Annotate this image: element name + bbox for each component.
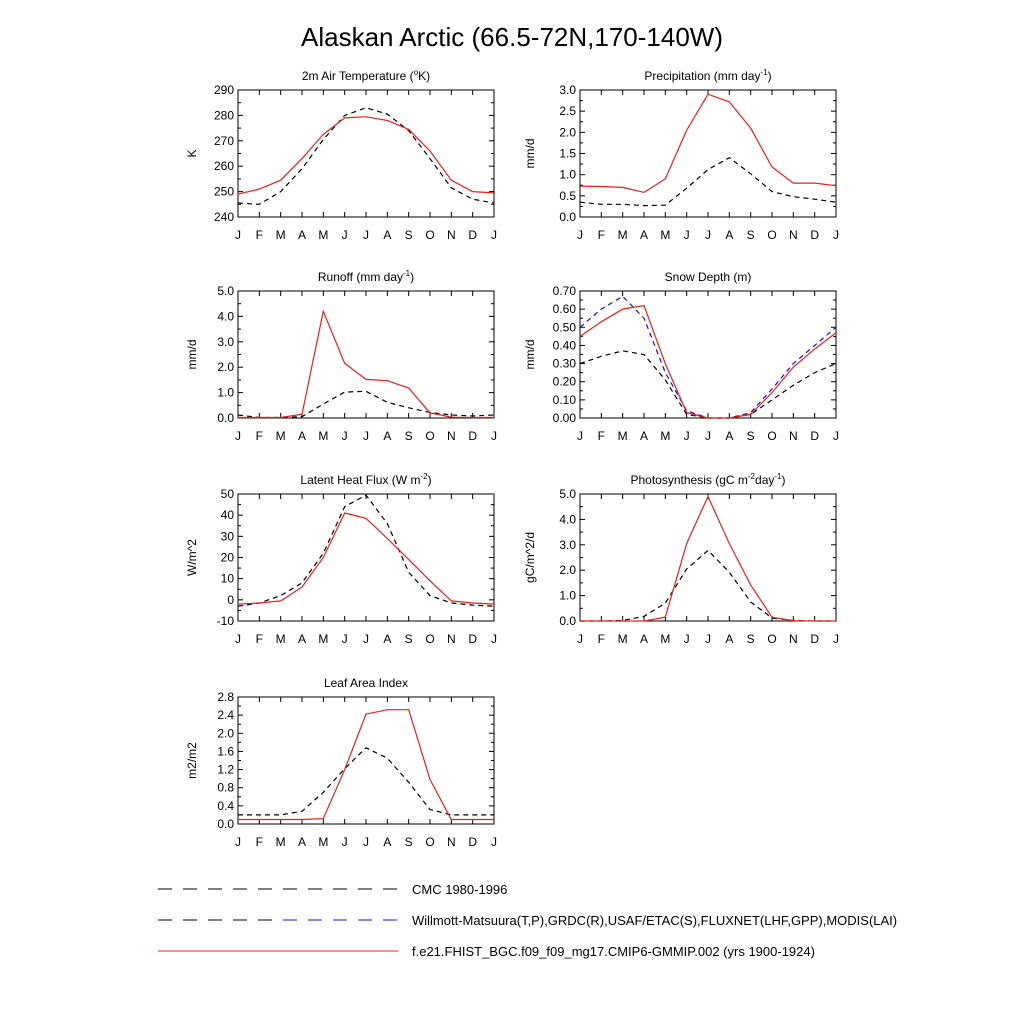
xtick-label: J <box>341 632 348 646</box>
ytick-label: 0.30 <box>552 356 576 371</box>
xtick-label: S <box>404 228 413 242</box>
xtick-label: J <box>363 632 369 646</box>
panel-7 <box>185 676 497 849</box>
xtick-label: M <box>617 429 628 443</box>
legend-entry <box>158 913 897 928</box>
ytick-label: 0.50 <box>552 320 576 335</box>
legend-label: CMC 1980-1996 <box>412 882 508 897</box>
ytick-label: 0.70 <box>552 284 576 298</box>
series-line-obs_primary <box>238 748 494 815</box>
ytick-label: 1.0 <box>559 167 576 182</box>
xtick-label: J <box>491 632 497 646</box>
ytick-label: 3.0 <box>559 537 576 552</box>
xtick-label: A <box>383 228 392 242</box>
xtick-label: D <box>810 228 820 242</box>
xtick-label: D <box>468 228 478 242</box>
ytick-label: 0.0 <box>217 411 234 425</box>
xtick-label: J <box>491 835 497 849</box>
xtick-label: S <box>746 429 755 443</box>
ytick-label: 2.0 <box>559 125 576 140</box>
xtick-label: J <box>705 228 711 242</box>
panel-4 <box>523 270 839 443</box>
ytick-label: 0.0 <box>559 210 576 224</box>
xtick-label: O <box>425 429 435 443</box>
panel-title: Leaf Area Index <box>323 676 409 690</box>
xtick-label: M <box>318 228 329 242</box>
ytick-label: 20 <box>220 550 234 565</box>
legend-label: Willmott-Matsuura(T,P),GRDC(R),USAF/ETAC(S),FLUXNET(LHF,GPP),MODIS(LAI) <box>412 913 898 928</box>
y-axis-label: mm/d <box>523 138 537 169</box>
xtick-label: D <box>468 835 478 849</box>
xtick-label: N <box>446 835 456 849</box>
xtick-label: A <box>639 429 649 443</box>
xtick-label: J <box>235 429 241 443</box>
xtick-label: M <box>617 228 628 242</box>
plot-frame <box>238 494 494 621</box>
xtick-label: M <box>660 632 671 646</box>
xtick-label: J <box>577 632 583 646</box>
series-line-model <box>238 513 494 604</box>
panel-title: 2m Air Temperature ($^o$K) <box>301 68 431 83</box>
panel-title: Runoff (mm day$^{-1}$) <box>317 269 415 284</box>
legend <box>158 882 897 959</box>
ytick-label: 0.5 <box>559 188 576 203</box>
xtick-label: F <box>597 632 606 646</box>
xtick-label: J <box>705 429 711 443</box>
ytick-label: -10 <box>216 614 234 628</box>
xtick-label: J <box>363 429 369 443</box>
xtick-label: J <box>683 632 690 646</box>
panel-5 <box>185 472 497 646</box>
xtick-label: J <box>363 835 369 849</box>
ytick-label: 280 <box>213 108 234 123</box>
xtick-label: J <box>683 228 690 242</box>
xtick-label: A <box>297 228 307 242</box>
xtick-label: A <box>639 228 649 242</box>
ytick-label: 10 <box>220 571 234 586</box>
series-line-model <box>580 94 836 192</box>
plot-frame <box>238 697 494 824</box>
series-line-model <box>580 306 836 419</box>
ytick-label: 0.4 <box>217 798 234 813</box>
xtick-label: S <box>404 429 413 443</box>
y-axis-label: mm/d <box>523 339 537 370</box>
panel-title: Latent Heat Flux (W $m^{-2}$) <box>300 472 432 487</box>
ytick-label: 0.10 <box>552 392 576 407</box>
ytick-label: 0.8 <box>217 780 234 795</box>
xtick-label: N <box>446 429 456 443</box>
panels <box>185 68 839 849</box>
y-axis-label: W/m^2 <box>185 539 199 576</box>
ytick-label: 4.0 <box>217 309 234 324</box>
xtick-label: J <box>577 228 583 242</box>
xtick-label: J <box>341 429 348 443</box>
ytick-label: 0 <box>227 592 234 607</box>
ytick-label: 1.6 <box>217 744 234 759</box>
xtick-label: J <box>833 632 839 646</box>
panel-2 <box>523 68 839 242</box>
panel-title: Precipitation (mm day$^{-1}$) <box>644 68 772 83</box>
xtick-label: M <box>275 835 286 849</box>
xtick-label: F <box>255 835 264 849</box>
ytick-label: 1.0 <box>559 588 576 603</box>
panel-3 <box>185 269 497 443</box>
ytick-label: 0.60 <box>552 302 576 317</box>
xtick-label: S <box>404 632 413 646</box>
ytick-label: 260 <box>213 159 234 174</box>
legend-label: f.e21.FHIST_BGC.f09_f09_mg17.CMIP6-GMMIP.002 (yrs 1900-1924) <box>412 944 815 959</box>
xtick-label: A <box>383 429 392 443</box>
ytick-label: 1.5 <box>559 146 576 161</box>
ytick-label: 270 <box>213 133 234 148</box>
xtick-label: J <box>833 228 839 242</box>
xtick-label: O <box>767 429 777 443</box>
series-line-obs_primary <box>580 351 836 418</box>
panel-title: Snow Depth (m) <box>664 270 752 284</box>
series-line-obs_primary <box>580 158 836 206</box>
xtick-label: O <box>425 228 435 242</box>
xtick-label: N <box>788 632 798 646</box>
xtick-label: O <box>767 632 777 646</box>
ytick-label: 2.5 <box>559 104 576 119</box>
xtick-label: O <box>425 632 435 646</box>
xtick-label: S <box>746 632 755 646</box>
xtick-label: A <box>639 632 649 646</box>
xtick-label: O <box>425 835 435 849</box>
ytick-label: 2.0 <box>217 726 234 741</box>
ytick-label: 0.0 <box>217 817 234 831</box>
plot-frame <box>580 291 836 418</box>
xtick-label: J <box>705 632 711 646</box>
xtick-label: N <box>446 632 456 646</box>
xtick-label: M <box>275 228 286 242</box>
ytick-label: 5.0 <box>559 487 576 501</box>
xtick-label: J <box>577 429 583 443</box>
ytick-label: 250 <box>213 184 234 199</box>
y-axis-label: gC/m^2/d <box>523 532 537 583</box>
xtick-label: M <box>318 835 329 849</box>
ytick-label: 0.0 <box>559 614 576 628</box>
series-line-obs_primary <box>238 108 494 205</box>
plot-frame <box>238 291 494 418</box>
ytick-label: 1.2 <box>217 762 234 777</box>
series-line-obs_secondary <box>580 296 836 418</box>
ytick-label: 40 <box>220 508 234 523</box>
legend-entry <box>158 882 507 897</box>
xtick-label: J <box>341 835 348 849</box>
ytick-label: 0.00 <box>552 411 576 425</box>
xtick-label: A <box>725 429 734 443</box>
xtick-label: J <box>235 228 241 242</box>
xtick-label: J <box>833 429 839 443</box>
xtick-label: M <box>617 632 628 646</box>
plot-frame <box>580 494 836 621</box>
ytick-label: 290 <box>213 83 234 97</box>
xtick-label: J <box>491 228 497 242</box>
xtick-label: D <box>810 632 820 646</box>
xtick-label: J <box>235 835 241 849</box>
xtick-label: F <box>255 632 264 646</box>
ytick-label: 0.20 <box>552 374 576 389</box>
xtick-label: J <box>491 429 497 443</box>
ytick-label: 50 <box>220 487 234 501</box>
xtick-label: M <box>318 632 329 646</box>
xtick-label: M <box>275 632 286 646</box>
xtick-label: A <box>297 429 307 443</box>
ytick-label: 3.0 <box>559 83 576 97</box>
xtick-label: M <box>275 429 286 443</box>
xtick-label: S <box>746 228 755 242</box>
panel-title: Photosynthesis (gC $m^{-2}day^{-1}$) <box>630 472 786 487</box>
xtick-label: N <box>788 429 798 443</box>
plot-frame <box>580 90 836 217</box>
ytick-label: 1.0 <box>217 385 234 400</box>
figure-title: Alaskan Arctic (66.5-72N,170-140W) <box>301 22 723 52</box>
xtick-label: J <box>363 228 369 242</box>
ytick-label: 0.40 <box>552 338 576 353</box>
y-axis-label: m2/m2 <box>185 742 199 779</box>
xtick-label: O <box>767 228 777 242</box>
xtick-label: N <box>788 228 798 242</box>
xtick-label: A <box>297 632 307 646</box>
series-line-model <box>238 311 494 417</box>
legend-entry <box>158 944 815 959</box>
series-line-model <box>238 710 494 820</box>
ytick-label: 2.0 <box>559 563 576 578</box>
xtick-label: A <box>383 835 392 849</box>
xtick-label: S <box>404 835 413 849</box>
series-line-obs_primary <box>580 550 836 621</box>
xtick-label: N <box>446 228 456 242</box>
panel-1 <box>185 68 497 242</box>
ytick-label: 3.0 <box>217 334 234 349</box>
xtick-label: F <box>255 429 264 443</box>
ytick-label: 4.0 <box>559 512 576 527</box>
xtick-label: A <box>725 632 734 646</box>
xtick-label: F <box>597 228 606 242</box>
panel-6 <box>523 472 839 646</box>
xtick-label: D <box>810 429 820 443</box>
ytick-label: 30 <box>220 529 234 544</box>
ytick-label: 2.0 <box>217 360 234 375</box>
xtick-label: M <box>660 228 671 242</box>
xtick-label: M <box>318 429 329 443</box>
xtick-label: F <box>255 228 264 242</box>
y-axis-label: mm/d <box>185 339 199 370</box>
ytick-label: 2.8 <box>217 690 234 704</box>
xtick-label: J <box>683 429 690 443</box>
series-line-model <box>580 497 836 622</box>
series-line-obs_primary <box>238 495 494 606</box>
xtick-label: D <box>468 632 478 646</box>
ytick-label: 240 <box>213 210 234 224</box>
xtick-label: J <box>341 228 348 242</box>
xtick-label: F <box>597 429 606 443</box>
xtick-label: M <box>660 429 671 443</box>
y-axis-label: K <box>185 149 199 158</box>
ytick-label: 5.0 <box>217 284 234 298</box>
plot-frame <box>238 90 494 217</box>
xtick-label: A <box>383 632 392 646</box>
ytick-label: 2.4 <box>217 708 234 723</box>
xtick-label: A <box>725 228 734 242</box>
xtick-label: D <box>468 429 478 443</box>
xtick-label: A <box>297 835 307 849</box>
series-line-model <box>238 117 494 194</box>
xtick-label: J <box>235 632 241 646</box>
